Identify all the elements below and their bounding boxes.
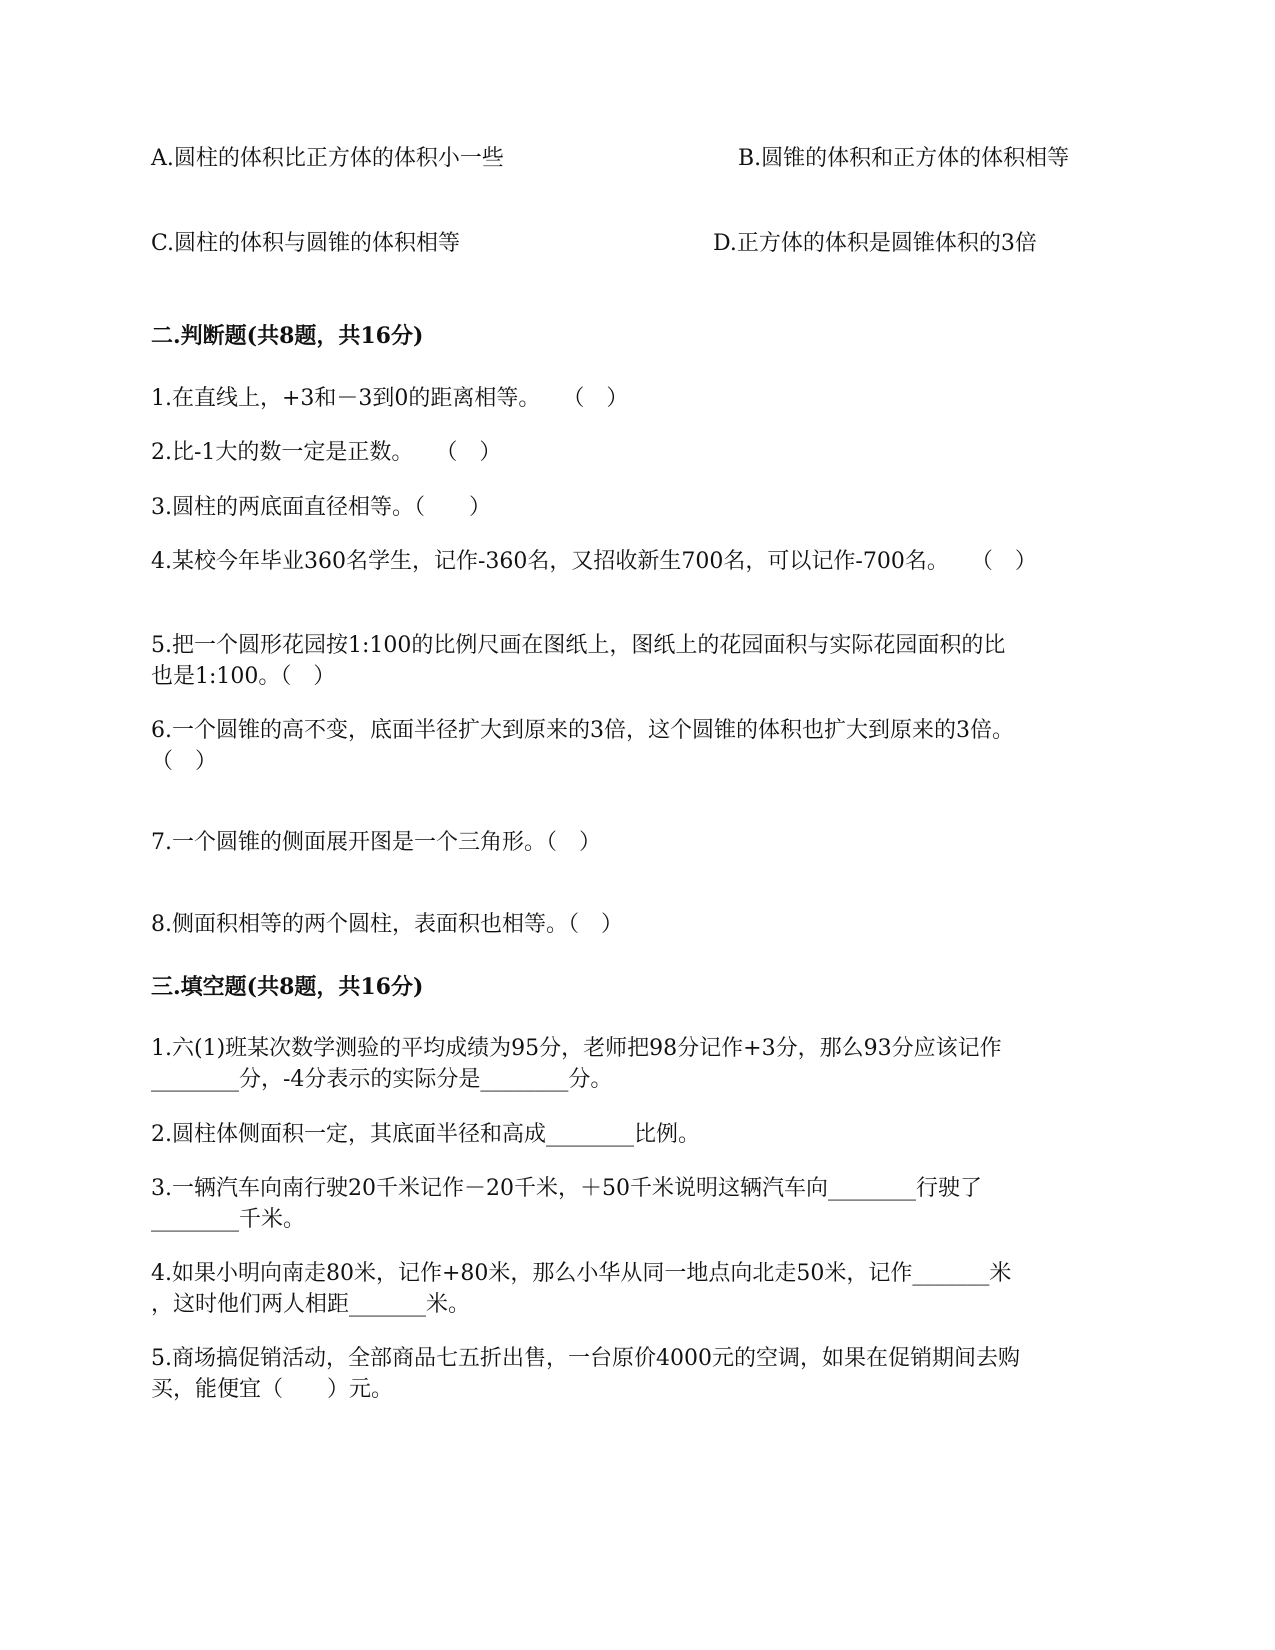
judge-question-1: 1.在直线上，+3和－3到0的距离相等。 （ ） xyxy=(151,386,629,411)
fill-question-2: 2.圆柱体侧面积一定，其底面半径和高成________比例。 xyxy=(151,1122,700,1147)
judge-question-8: 8.侧面积相等的两个圆柱，表面积也相等。（ ） xyxy=(151,912,623,937)
options-row-cd xyxy=(151,228,1037,260)
fill-question-5-line1: 5.商场搞促销活动，全部商品七五折出售，一台原价4000元的空调，如果在促销期间去购 xyxy=(151,1346,1020,1371)
option-a: A.圆柱的体积比正方体的体积小一些 xyxy=(151,146,504,171)
judge-question-7: 7.一个圆锥的侧面展开图是一个三角形。（ ） xyxy=(151,830,601,855)
section3-title: 三.填空题(共8题，共16分) xyxy=(151,974,424,1000)
judge-question-2: 2.比-1大的数一定是正数。 （ ） xyxy=(151,440,502,465)
judge-question-6-line2: （ ） xyxy=(151,749,218,774)
options-row-ab xyxy=(151,143,1070,175)
option-d: D.正方体的体积是圆锥体积的3倍 xyxy=(713,231,1037,256)
fill-question-3-line2: ________千米。 xyxy=(151,1207,306,1232)
option-c: C.圆柱的体积与圆锥的体积相等 xyxy=(151,231,461,256)
judge-question-6-line1: 6.一个圆锥的高不变，底面半径扩大到原来的3倍，这个圆锥的体积也扩大到原来的3倍。 xyxy=(151,718,1014,743)
fill-question-4-line2: ，这时他们两人相距_______米。 xyxy=(151,1292,471,1317)
section2-title: 二.判断题(共8题，共16分) xyxy=(151,323,424,349)
option-b: B.圆锥的体积和正方体的体积相等 xyxy=(738,146,1070,171)
fill-question-5-line2: 买，能便宜（ ）元。 xyxy=(151,1377,394,1402)
judge-question-4: 4.某校今年毕业360名学生，记作-360名，又招收新生700名，可以记作-700名。 （ ） xyxy=(151,549,1037,574)
fill-question-1-line1: 1.六(1)班某次数学测验的平均成绩为95分，老师把98分记作+3分，那么93分应该记作 xyxy=(151,1036,1002,1061)
fill-question-1-line2: ________分，-4分表示的实际分是________分。 xyxy=(151,1067,613,1092)
judge-question-5-line2: 也是1:100。（ ） xyxy=(151,664,336,689)
fill-question-3-line1: 3.一辆汽车向南行驶20千米记作－20千米，＋50千米说明这辆汽车向________行驶了 xyxy=(151,1176,982,1201)
fill-question-4-line1: 4.如果小明向南走80米，记作+80米，那么小华从同一地点向北走50米，记作_______米 xyxy=(151,1261,1012,1286)
judge-question-5-line1: 5.把一个圆形花园按1:100的比例尺画在图纸上，图纸上的花园面积与实际花园面积的比 xyxy=(151,633,1006,658)
judge-question-3: 3.圆柱的两底面直径相等。（ ） xyxy=(151,495,491,520)
